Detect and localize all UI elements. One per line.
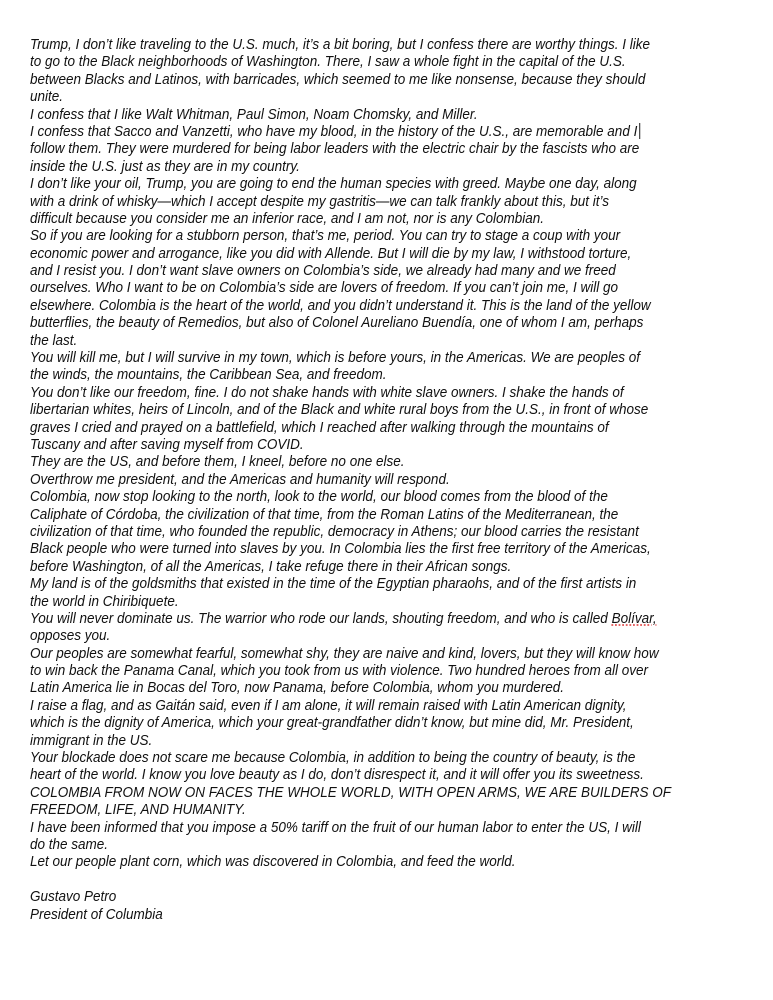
paragraph: [30, 697, 770, 749]
text-line: You will kill me, but I will survive in my town, which is before yours, in the Americas. We are peoples of: [30, 349, 641, 367]
misspelled-word[interactable]: Bolívar,: [611, 609, 657, 627]
letter-document[interactable]: [30, 36, 770, 923]
text-line: the world in Chiribiquete.: [30, 592, 179, 610]
paragraph: [30, 175, 770, 227]
text-line: graves I cried and prayed on a battlefield, which I reached after walking through the mountains of: [30, 418, 609, 436]
text-line: You don’t like our freedom, fine. I do not shake hands with white slave owners. I shake the hands of: [30, 383, 624, 401]
text-line: between Blacks and Latinos, with barricades, which seemed to me like nonsense, because they should: [30, 70, 646, 88]
text-line: inside the U.S. just as they are in my country.: [30, 157, 300, 175]
text-line: I have been informed that you impose a 50% tariff on the fruit of our human labor to enter the US, I will: [30, 818, 641, 836]
text-line: which is the dignity of America, which your great-grandfather didn’t know, but mine did, Mr. President,: [30, 714, 634, 732]
paragraph: [30, 471, 770, 488]
paragraph: [30, 853, 770, 870]
paragraph: [30, 610, 770, 645]
text-line: Let our people plant corn, which was discovered in Colombia, and feed the world.: [30, 853, 516, 871]
text-line: the winds, the mountains, the Caribbean Sea, and freedom.: [30, 366, 387, 384]
text-line: and I resist you. I don’t want slave owners on Colombia’s side, we already had many and we freed: [30, 262, 616, 280]
text-line: civilization of that time, who founded the republic, democracy in Athens; our blood carries the resistant: [30, 522, 639, 540]
text-cursor: [639, 123, 640, 139]
text-line: to go to the Black neighborhoods of Washington. There, I saw a whole fight in the capital of the U.S.: [30, 53, 626, 71]
text-line: libertarian whites, heirs of Lincoln, and of the Black and white rural boys from the U.S., in front of whose: [30, 401, 649, 419]
paragraph: [30, 384, 770, 454]
text-line: Trump, I don’t like traveling to the U.S. much, it’s a bit boring, but I confess there are worthy things. I like: [30, 36, 651, 53]
paragraph: [30, 784, 770, 819]
paragraph: [30, 488, 770, 575]
text-line: FREEDOM, LIFE, AND HUMANITY.: [30, 801, 246, 819]
text-line: do the same.: [30, 835, 109, 853]
paragraph: [30, 106, 770, 123]
text-line: before Washington, of all the Americas, I take refuge there in their African songs.: [30, 557, 512, 575]
text-line: Tuscany and after saving myself from COVID.: [30, 435, 304, 453]
text-line: the last.: [30, 331, 78, 349]
text-line: to win back the Panama Canal, which you took from us with violence. Two hundred heroes from all over: [30, 662, 649, 680]
text-line: So if you are looking for a stubborn person, that’s me, period. You can try to stage a coup with your: [30, 227, 621, 245]
paragraph: [30, 749, 770, 784]
text-line: unite.: [30, 88, 64, 106]
text-line: Our peoples are somewhat fearful, somewhat shy, they are naive and kind, lovers, but they will know how: [30, 644, 659, 662]
text-line: ourselves. Who I want to be on Colombia’s side are lovers of freedom. If you can’t join me, I will go: [30, 279, 619, 297]
signature-title: President of Columbia: [30, 905, 163, 923]
text-line: immigrant in the US.: [30, 731, 153, 749]
text-line: Overthrow me president, and the Americas and humanity will respond.: [30, 470, 450, 488]
text-line: Colombia, now stop looking to the north, look to the world, our blood comes from the blood of the: [30, 488, 608, 506]
paragraph: [30, 453, 770, 470]
text-line: heart of the world. I know you love beauty as I do, don’t disrespect it, and it will offer you its sweetness.: [30, 766, 644, 784]
text-line: I raise a flag, and as Gaitán said, even if I am alone, it will remain raised with Latin American dignity,: [30, 696, 627, 714]
text-line: I don’t like your oil, Trump, you are going to end the human species with greed. Maybe one day, along: [30, 175, 637, 193]
text-line: Your blockade does not scare me because Colombia, in addition to being the country of beauty, is the: [30, 749, 636, 767]
text-line: difficult because you consider me an inferior race, and I am not, nor is any Colombian.: [30, 209, 545, 227]
text-line: follow them. They were murdered for being labor leaders with the electric chair by the fascists who are: [30, 140, 640, 158]
text-line: You will never dominate us. The warrior who rode our lands, shouting freedom, and who is called Bolívar,: [30, 609, 657, 627]
paragraph: [30, 36, 770, 106]
text-line: COLOMBIA FROM NOW ON FACES THE WHOLE WORLD, WITH OPEN ARMS, WE ARE BUILDERS OF: [30, 783, 672, 801]
paragraph: [30, 645, 770, 697]
text-line: My land is of the goldsmiths that existed in the time of the Egyptian pharaohs, and of the first artists in: [30, 575, 637, 593]
signature-name: Gustavo Petro: [30, 888, 117, 906]
paragraph: [30, 227, 770, 349]
paragraph: [30, 123, 770, 175]
blank-line: [30, 871, 770, 888]
paragraph: [30, 575, 770, 610]
text-line: I confess that I like Walt Whitman, Paul Simon, Noam Chomsky, and Miller.: [30, 105, 478, 123]
paragraph: [30, 349, 770, 384]
text-line: Black people who were turned into slaves by you. In Colombia lies the first free territory of the Americas,: [30, 540, 651, 558]
text-line: with a drink of whisky—which I accept despite my gastritis—we can talk frankly about this, but it’s: [30, 192, 609, 210]
text-line: They are the US, and before them, I kneel, before no one else.: [30, 453, 405, 471]
text-line: I confess that Sacco and Vanzetti, who have my blood, in the history of the U.S., are memorable and I: [30, 122, 638, 140]
text-line: Latin America lie in Bocas del Toro, now Panama, before Colombia, whom you murdered.: [30, 679, 565, 697]
text-line: Caliphate of Córdoba, the civilization of that time, from the Roman Latins of the Mediterranean, the: [30, 505, 619, 523]
text-line: opposes you.: [30, 627, 111, 645]
text-line: butterflies, the beauty of Remedios, but also of Colonel Aureliano Buendía, one of whom I am, perhaps: [30, 314, 644, 332]
paragraph: [30, 819, 770, 854]
text-line: economic power and arrogance, like you did with Allende. But I will die by my law, I withstood torture,: [30, 244, 632, 262]
text-line: elsewhere. Colombia is the heart of the world, and you didn’t understand it. This is the land of the yellow: [30, 296, 651, 314]
